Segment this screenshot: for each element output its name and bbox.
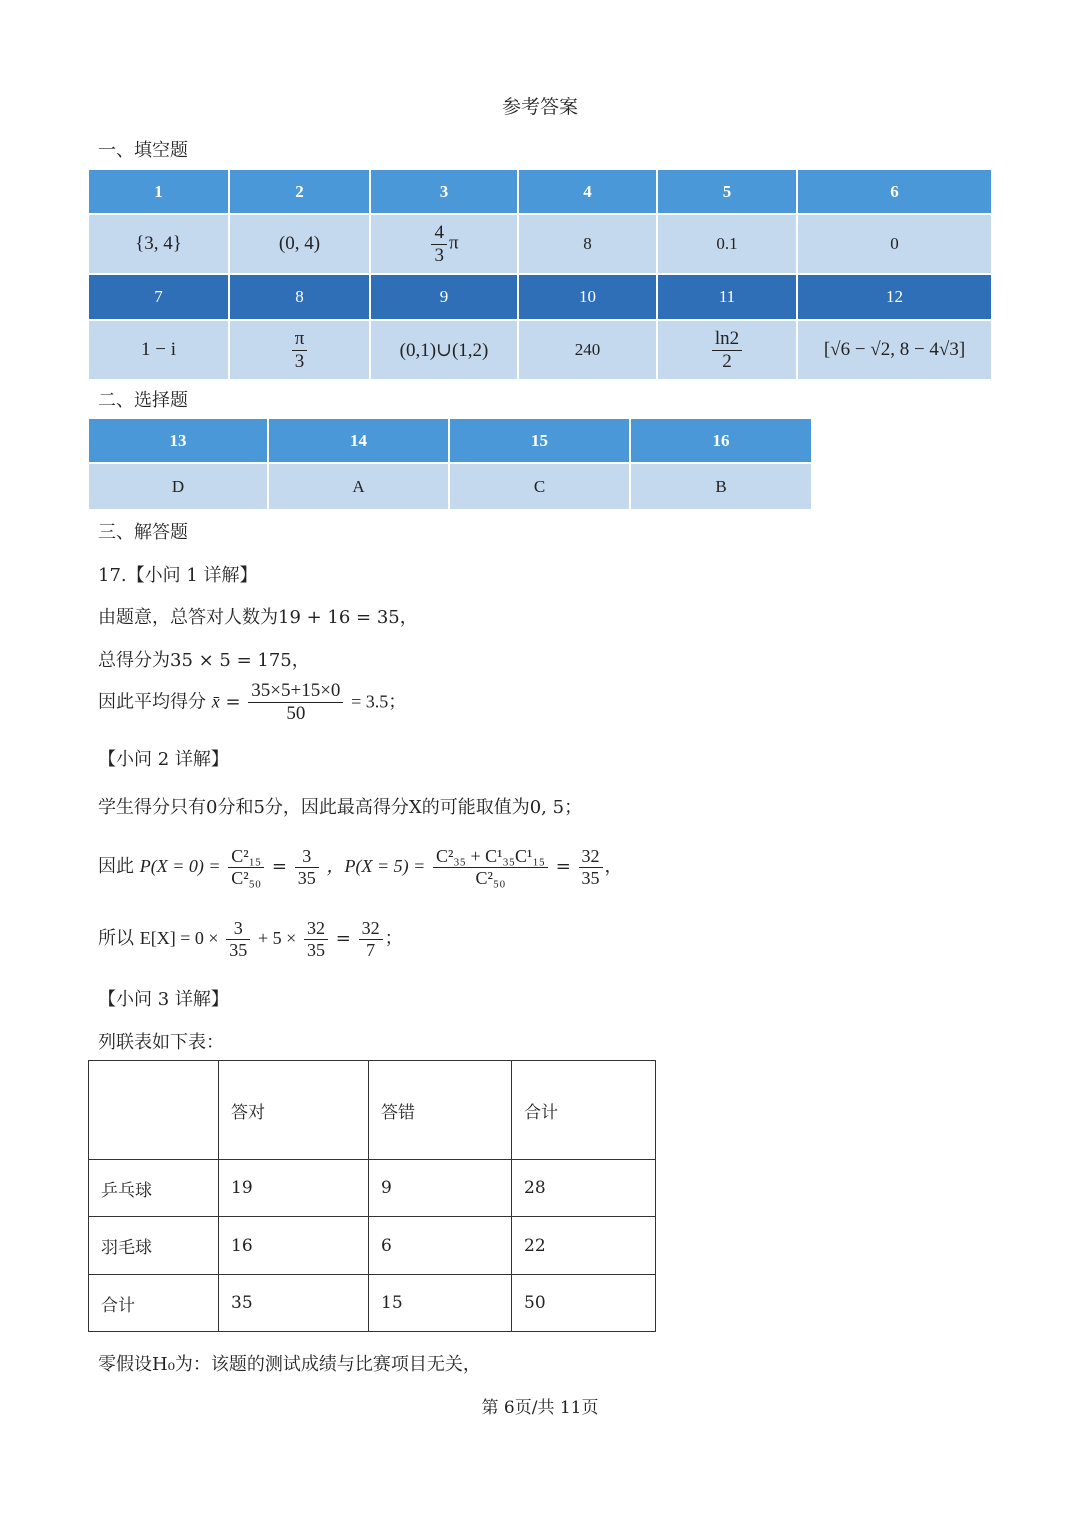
choice-header: 13 — [89, 419, 267, 462]
fraction-numerator: 35×5+15×0 — [248, 680, 343, 703]
fraction-denominator: 7 — [366, 939, 376, 960]
fraction-denominator: C²₅₀ — [231, 867, 262, 888]
fraction-numerator: C²₃₅ + C¹₃₅C¹₁₅ — [433, 846, 548, 868]
fill-header: 8 — [230, 275, 369, 319]
section-fill-title: 一、填空题 — [98, 140, 188, 161]
fill-header: 1 — [89, 170, 228, 213]
choice-answer: B — [631, 464, 811, 509]
fraction-numerator: C²₁₅ — [228, 846, 264, 868]
fill-header: 2 — [230, 170, 369, 213]
fill-header: 10 — [519, 275, 656, 319]
fill-header: 12 — [798, 275, 991, 319]
fraction-denominator: 35 — [307, 939, 326, 960]
fill-answer-12: [√6 − √2, 8 − 4√3] — [798, 321, 991, 379]
fraction-denominator: 3 — [294, 350, 305, 372]
fill-answer-8 — [230, 321, 369, 379]
line-probabilities: 因此 P(X = 0) = $\frac{\text{C²₁₅}}{\text{C²₅₀}}$ = $\frac{3}{35}$ ，P(X = 5) = $\frac{\text{C²₃₅ + C¹₃₅C¹₁₅}}{\text{C²₅₀}}$ = $\frac{32}{35}$ ， — [98, 846, 623, 888]
page-footer: 第 6页/共 11页 — [481, 1398, 599, 1418]
line-expectation: 所以 E[X] = 0 × $\frac{3}{35}$ + 5 × $\frac{32}{35}$ = $\frac{32}{7}$ ； — [98, 918, 403, 960]
fill-answer-9: (0,1)∪(1,2) — [371, 321, 517, 379]
fraction-denominator: 2 — [722, 350, 732, 372]
fill-header: 9 — [371, 275, 517, 319]
fill-answer-3 — [371, 215, 517, 273]
choice-answer: A — [269, 464, 448, 509]
table-header-cell: 答对 — [219, 1061, 369, 1160]
table-cell: 羽毛球 — [89, 1217, 219, 1275]
fill-answer-table — [87, 168, 993, 381]
fill-header: 11 — [658, 275, 796, 319]
fraction-numerator: 32 — [359, 918, 383, 940]
fill-header: 7 — [89, 275, 228, 319]
table-cell: 合计 — [89, 1275, 219, 1332]
fill-answer-7: 1 − i — [89, 321, 228, 379]
table-cell: 9 — [369, 1160, 512, 1217]
fill-answer-5: 0.1 — [658, 215, 796, 273]
line-total-score: 总得分为35 × 5 = 175， — [98, 650, 310, 671]
text: = 3.5； — [351, 691, 407, 712]
section-solve-title: 三、解答题 — [98, 522, 188, 543]
page-title: 参考答案 — [501, 96, 578, 118]
variable: x̄ — [211, 691, 220, 712]
expression: E[X] = 0 × — [139, 928, 219, 949]
fraction-numerator: 3 — [226, 918, 250, 940]
table-cell: 19 — [219, 1160, 369, 1217]
text: 因此平均得分 — [98, 691, 206, 713]
table-cell: 35 — [219, 1275, 369, 1332]
line-null-hypothesis: 零假设H₀为：该题的测试成绩与比赛项目无关， — [98, 1354, 481, 1375]
line-possible-values: 学生得分只有0分和5分，因此最高得分X的可能取值为0, 5； — [98, 797, 583, 818]
fraction-numerator: ln2 — [712, 328, 742, 351]
table-cell: 28 — [512, 1160, 656, 1217]
choice-header: 16 — [631, 419, 811, 462]
text: 因此 — [98, 856, 134, 878]
section-choice-title: 二、选择题 — [98, 390, 188, 411]
fill-answer-11 — [658, 321, 796, 379]
fill-answer-10: 240 — [519, 321, 656, 379]
fill-answer-6: 0 — [798, 215, 991, 273]
fraction-denominator: 35 — [581, 867, 600, 888]
table-cell — [89, 1061, 219, 1160]
part3-title: 【小问 3 详解】 — [98, 989, 229, 1010]
choice-header: 15 — [450, 419, 629, 462]
fraction-numerator: 32 — [304, 918, 328, 940]
choice-answer-table — [87, 417, 813, 511]
fraction-numerator: π — [292, 328, 308, 351]
table-cell: 22 — [512, 1217, 656, 1275]
fraction-numerator: 3 — [295, 846, 319, 868]
line-total-correct: 由题意，总答对人数为19 + 16 = 35， — [98, 607, 418, 628]
fill-header: 5 — [658, 170, 796, 213]
choice-header: 14 — [269, 419, 448, 462]
fill-header: 6 — [798, 170, 991, 213]
fraction-denominator: 3 — [434, 244, 444, 266]
table-row — [89, 1217, 656, 1275]
table-row — [89, 1160, 656, 1217]
fill-answer-1: {3, 4} — [89, 215, 228, 273]
part1-title: 17.【小问 1 详解】 — [98, 565, 258, 586]
expression: P(X = 0) = — [139, 856, 221, 877]
table-cell: 16 — [219, 1217, 369, 1275]
table-row — [89, 1061, 656, 1160]
table-cell: 乒乓球 — [89, 1160, 219, 1217]
fraction-denominator: 35 — [229, 939, 248, 960]
line-table-intro: 列联表如下表： — [98, 1032, 224, 1053]
fill-header: 4 — [519, 170, 656, 213]
text: 所以 — [98, 928, 134, 950]
table-header-cell: 合计 — [512, 1061, 656, 1160]
fill-answer-2: (0, 4) — [230, 215, 369, 273]
table-cell: 15 — [369, 1275, 512, 1332]
fraction-numerator: 4 — [431, 222, 447, 245]
table-row — [89, 1275, 656, 1332]
contingency-table — [88, 1060, 656, 1332]
expression: ，P(X = 5) = — [326, 856, 426, 877]
table-header-cell: 答错 — [369, 1061, 512, 1160]
fraction-numerator: 32 — [579, 846, 603, 868]
choice-answer: D — [89, 464, 267, 509]
choice-answer: C — [450, 464, 629, 509]
table-cell: 6 — [369, 1217, 512, 1275]
fill-header: 3 — [371, 170, 517, 213]
table-cell: 50 — [512, 1275, 656, 1332]
part2-title: 【小问 2 详解】 — [98, 749, 229, 770]
fraction-denominator: 35 — [297, 867, 316, 888]
pi-symbol: π — [448, 232, 459, 254]
expression: + 5 × — [258, 928, 297, 949]
fill-answer-4: 8 — [519, 215, 656, 273]
line-average-score: 因此平均得分 x̄ = $\frac{35\times 5+15\times 0}{50}$ = 3.5； — [98, 680, 407, 724]
fraction-denominator: C²₅₀ — [475, 867, 506, 888]
fraction-denominator: 50 — [286, 702, 306, 724]
